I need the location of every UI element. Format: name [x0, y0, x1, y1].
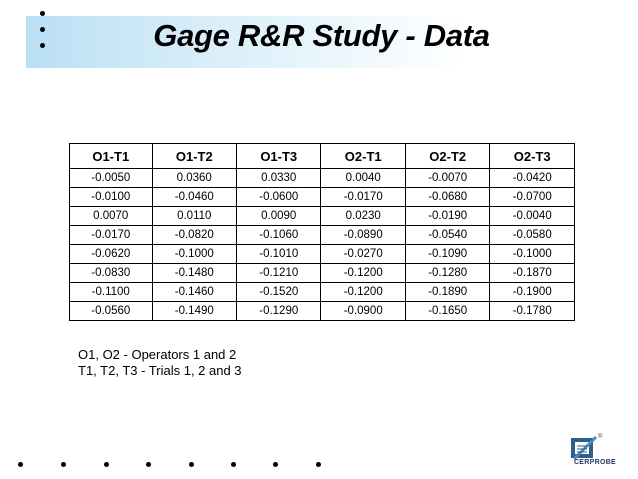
table-cell: -0.1090 [405, 245, 489, 264]
page-title: Gage R&R Study - Data [153, 18, 490, 53]
table-cell: -0.0890 [321, 226, 405, 245]
table-cell: -0.0460 [152, 188, 236, 207]
bullet-dot [104, 462, 109, 467]
column-header: O1-T1 [70, 144, 153, 169]
table-cell: -0.1200 [321, 264, 405, 283]
table-cell: -0.0040 [490, 207, 575, 226]
table-cell: -0.0100 [70, 188, 153, 207]
table-cell: -0.1100 [70, 283, 153, 302]
table-cell: -0.1890 [405, 283, 489, 302]
note-operators: O1, O2 - Operators 1 and 2 [78, 347, 237, 362]
table-cell: -0.0830 [70, 264, 153, 283]
table-row [70, 226, 575, 245]
table-cell: -0.1480 [152, 264, 236, 283]
table-cell: -0.1280 [405, 264, 489, 283]
bullet-dot [18, 462, 23, 467]
table-cell: -0.0620 [70, 245, 153, 264]
table-cell: -0.1000 [152, 245, 236, 264]
bullet-dot [40, 11, 45, 16]
table-row [70, 264, 575, 283]
bullet-dot [146, 462, 151, 467]
table-cell: -0.1000 [490, 245, 575, 264]
table-cell: -0.0540 [405, 226, 489, 245]
table-cell: -0.0820 [152, 226, 236, 245]
bullet-dot [61, 462, 66, 467]
table-cell: 0.0230 [321, 207, 405, 226]
table-cell: -0.0900 [321, 302, 405, 321]
table-cell: -0.0700 [490, 188, 575, 207]
table-cell: -0.0560 [70, 302, 153, 321]
table-cell: 0.0330 [237, 169, 321, 188]
table-cell: -0.1060 [237, 226, 321, 245]
logo-text: CERPROBE [573, 459, 617, 466]
table-cell: -0.0170 [321, 188, 405, 207]
bullet-dot [316, 462, 321, 467]
table-row [70, 188, 575, 207]
table-cell: -0.1210 [237, 264, 321, 283]
table-cell: -0.0580 [490, 226, 575, 245]
table-row [70, 245, 575, 264]
table-cell: -0.0600 [237, 188, 321, 207]
note-trials: T1, T2, T3 - Trials 1, 2 and 3 [78, 363, 242, 378]
table-cell: -0.1870 [490, 264, 575, 283]
table-row [70, 207, 575, 226]
table-cell: 0.0360 [152, 169, 236, 188]
table-row [70, 283, 575, 302]
bullet-dot [273, 462, 278, 467]
data-table [69, 143, 575, 321]
legend-notes [78, 347, 242, 379]
table-cell: -0.1780 [490, 302, 575, 321]
table-cell: 0.0110 [152, 207, 236, 226]
table-cell: -0.0680 [405, 188, 489, 207]
table-cell: -0.1490 [152, 302, 236, 321]
table-cell: -0.1460 [152, 283, 236, 302]
column-header: O2-T3 [490, 144, 575, 169]
table-cell: -0.0190 [405, 207, 489, 226]
column-header: O2-T2 [405, 144, 489, 169]
column-header: O1-T2 [152, 144, 236, 169]
table-cell: -0.1650 [405, 302, 489, 321]
table-row [70, 302, 575, 321]
bullet-dot [231, 462, 236, 467]
table-cell: 0.0070 [70, 207, 153, 226]
table-cell: -0.0170 [70, 226, 153, 245]
table-cell: -0.0070 [405, 169, 489, 188]
table-cell: -0.1520 [237, 283, 321, 302]
table-cell: -0.0270 [321, 245, 405, 264]
column-header: O1-T3 [237, 144, 321, 169]
bullet-dot [189, 462, 194, 467]
table-cell: 0.0090 [237, 207, 321, 226]
table-cell: -0.0050 [70, 169, 153, 188]
table-cell: -0.1290 [237, 302, 321, 321]
table-row [70, 169, 575, 188]
registered-mark: ® [598, 434, 603, 440]
table-header-row [70, 144, 575, 169]
table-cell: -0.0420 [490, 169, 575, 188]
table-cell: 0.0040 [321, 169, 405, 188]
table-cell: -0.1010 [237, 245, 321, 264]
table-cell: -0.1200 [321, 283, 405, 302]
table-cell: -0.1900 [490, 283, 575, 302]
column-header: O2-T1 [321, 144, 405, 169]
